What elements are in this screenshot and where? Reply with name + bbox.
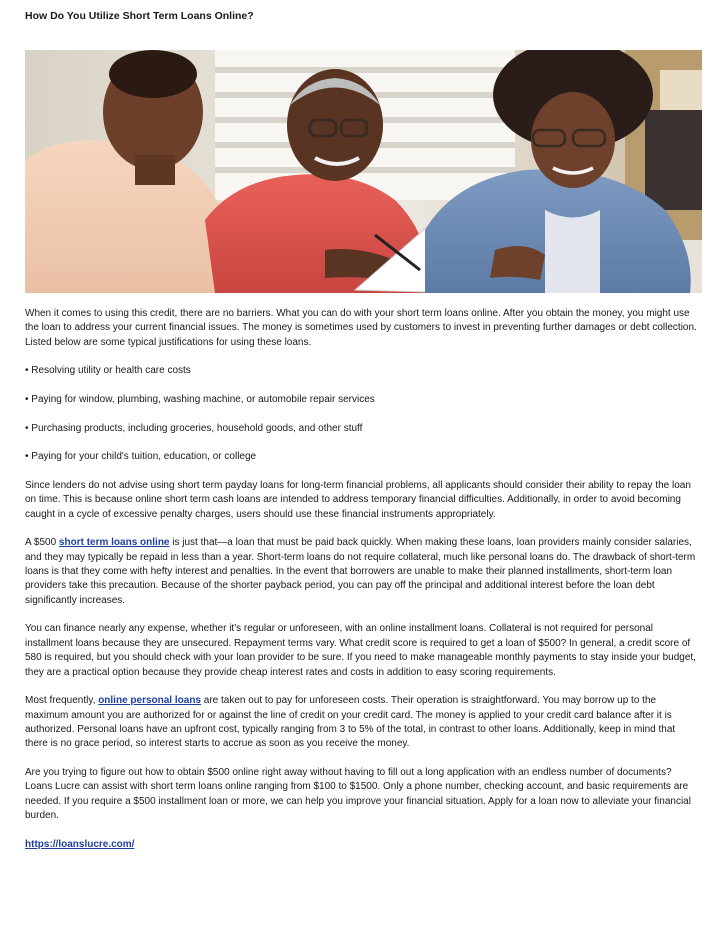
text-span: is just that—a loan that must be paid back quickly. When making these loans, loan providers mainly consider salaries, and they may typically be repaid in less than a year. Short-term loans do not require collateral, much like personal loans do. The drawback of short-term loans is that they come with hefty interest and penalties. In the event that borrowers are unable to make their planned installments, short-term loan providers take this precaution. Because of the shorter payback period, you can pay off the principal and additional interest before the loan debt significantly increases. [25,537,696,606]
bullet-item: • Paying for your child's tuition, education, or college [25,451,257,463]
paragraph-apply: Are you trying to figure out how to obtain $500 online right away without having to fill out a long application with an endless number of documents? Loans Lucre can assist with short term loans online ranging from $100 to $1500. Only a phone number, checking account, and basic requirements are needed. If you require a $500 installment loan or more, we can help you improve your financial situation. Apply for a loan now to alleviate your financial burden. [25,767,691,822]
bullet-item: • Resolving utility or health care costs [25,365,191,377]
paragraph-personal [25,694,697,752]
short-term-loans-link[interactable]: short term loans online [58,537,170,549]
paragraph-lenders: Since lenders do not advise using short term payday loans for long-term financial problems, all applicants should consider their ability to repay the loan on time. This is because online short term cash loans are intended to address temporary financial difficulties. Additionally, in order to avoid becoming caught in a cycle of excessive penalty charges, users should use these financial instruments appropriately. [25,479,691,520]
bullet-item: • Purchasing products, including groceries, household goods, and other stuff [25,422,363,434]
page-title: How Do You Utilize Short Term Loans Online? [25,10,254,22]
text-span: Most frequently, [25,695,99,707]
text-span: are taken out to pay for unforeseen costs. Their operation is straightforward. You may borrow up to the maximum amount you are authorized for or against the line of credit on your credit card. The money is applied to your credit card balance after it is authorized. Personal loans have an upfront cost, typically ranging from 3 to 5% of the total, in contrast to other loans. Additionally, keep in mind that there is no grace period, so interest starts to accrue as soon as you receive the money. [25,695,676,750]
paragraph-intro: When it comes to using this credit, there are no barriers. What you can do with your short term loans online. After you obtain the money, you might use the loan to address your current financial issues. The money is sometimes used by customers to invest in preventing further damages or debt collection. Listed below are some typical justifications for using these loans. [25,308,697,348]
text-span: A $500 [25,537,59,549]
online-personal-loans-link[interactable]: online personal loans [98,695,201,707]
bullet-item: • Paying for window, plumbing, washing machine, or automobile repair services [25,394,375,405]
photo-three-people-signing-document-icon [25,50,702,293]
article-body [25,307,697,866]
url-paragraph [25,838,697,852]
paragraph-installment: You can finance nearly any expense, whether it's regular or unforeseen, with an online installment loans. Collateral is not required for personal installment loans because they are unsecured. Repayment terms vary. What credit score is required to get a loan of $500? In general, a credit score of 580 is required, but you should check with your loan provider to be sure. If you need to make manageable monthly payments to stay inside your budget, they are a practical option because they provide cheap interest rates and costs in addition to easy scoring requirements. [25,623,696,678]
hero-photo [25,50,702,293]
site-url-link[interactable]: https://loanslucre.com/ [25,838,135,850]
paragraph-short-term [25,536,697,608]
